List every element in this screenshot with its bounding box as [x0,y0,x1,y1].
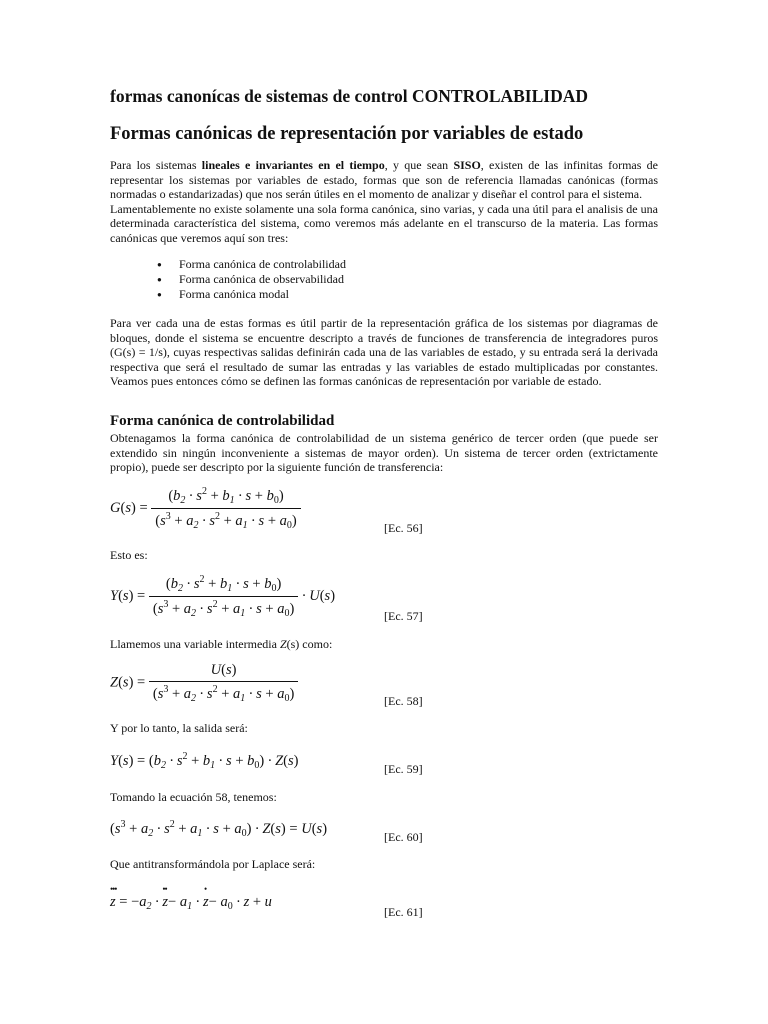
label-eq-59: Y por lo tanto, la salida será: [110,721,248,735]
equation-ref-58: [Ec. 58] [384,694,423,708]
intro-bold-2: SISO [453,158,481,172]
label-eq-60: Tomando la ecuación 58, tenemos: [110,790,277,804]
equation-ref-57: [Ec. 57] [384,609,423,623]
intro-text-1: Para los sistemas [110,158,202,172]
intro-text-3: , existen de las infinitas formas de representar los sistemas por variables de estado, formas que son de referencia llamadas canónicas (formas normadas o estandarizadas) que nos serán útiles en el momento de analizar y diseñar el control para el sistema. [110,158,658,202]
label-eq-58-tail: como: [299,637,333,651]
tf-paragraph: Obtenagamos la forma canónica de controlabilidad de un sistema genérico de tercer orden (que puede ser extendido sin ningún inconveniente a sistemas de mayor orden). Un sistema de tercer orden (extrictamente propio), puede ser descripto por la siguiente función de transferencia: [110,431,658,475]
equation-ref-59: [Ec. 59] [384,762,423,776]
equation-61: ••• $z = -a_2$ · •• $z- a_1$ · • $z- a_0 \cdot z + u$ [110,884,272,912]
intro-paragraph-2: Lamentablemente no existe solamente una sola forma canónica, sino varias, y cada una útil para el analisis de una determinada característica del sistema, como veremos más adelante en el transcurso de la materia. Las formas canónicas que veremos aquí son tres: [110,201,658,245]
intro-paragraph [110,158,658,246]
equation-ref-61: [Ec. 61] [384,905,423,919]
section-heading: Formas canónicas de representación por variables de estado [110,124,584,144]
equation-ref-60: [Ec. 60] [384,830,423,844]
equation-59: $Y(s) = (b_2 \cdot s^2 + b_1 \cdot s + b_0) \cdot Z(s)$ [110,751,299,771]
forms-list [157,257,346,302]
label-eq-58-arg: (s) [286,637,300,651]
equation-56: G(s) = $\frac{(b_2 \cdot s^2 + b_1 \cdot s + b_0)}{(s^3 + a_2 \cdot s^2 + a_1 \cdot s + a_0)}$ [110,486,301,531]
equation-60: $(s^3 + a_2 \cdot s^2 + a_1 \cdot s + a_0) \cdot Z(s) = U(s)$ [110,819,328,839]
equation-ref-56: [Ec. 56] [384,521,423,535]
subsection-heading: Forma canónica de controlabilidad [110,413,335,429]
intro-text-2: , y que sean [384,158,454,172]
label-eq-58-text: Llamemos una variable intermedia [110,637,280,651]
page-title: formas canonícas de sistemas de control CONTROLABILIDAD [110,86,589,106]
label-eq-61: Que antitransformándola por Laplace será: [110,857,316,871]
equation-58: Z(s) = $\frac{U(s)}{(s^3 + a_2 \cdot s^2 + a_1 \cdot s + a_0)}$ [110,662,298,704]
intro-bold-1: lineales e invariantes en el tiempo [201,158,385,172]
label-eq-58 [110,637,332,652]
label-eq-58-var: Z [279,637,287,651]
equation-57: Y(s) = $\frac{(b_2 \cdot s^2 + b_1 \cdot s + b_0)}{(s^3 + a_2 \cdot s^2 + a_1 \cdot s + a_0)}$ · U(s) [110,574,336,619]
list-item: ● Forma canónica modal [157,287,346,302]
list-item: ● Forma canónica de observabilidad [157,272,346,287]
label-eq-57: Esto es: [110,548,148,562]
blocks-paragraph: Para ver cada una de estas formas es útil partir de la representación gráfica de los sistemas por diagramas de bloques, donde el sistema se encuentre descripto a través de funciones de transferencia de integradores puros (G(s) = 1/s), cuyas respectivas salidas definirán cada una de las variables de estado, y su entrada será la derivada respectiva que será el resultado de sumar las entradas y las variables de estado multiplicadas por constantes. Veamos pues entonces cómo se definen las formas canónicas de representación por variable de estado. [110,316,658,389]
list-item: ● Forma canónica de controlabilidad [157,257,346,272]
